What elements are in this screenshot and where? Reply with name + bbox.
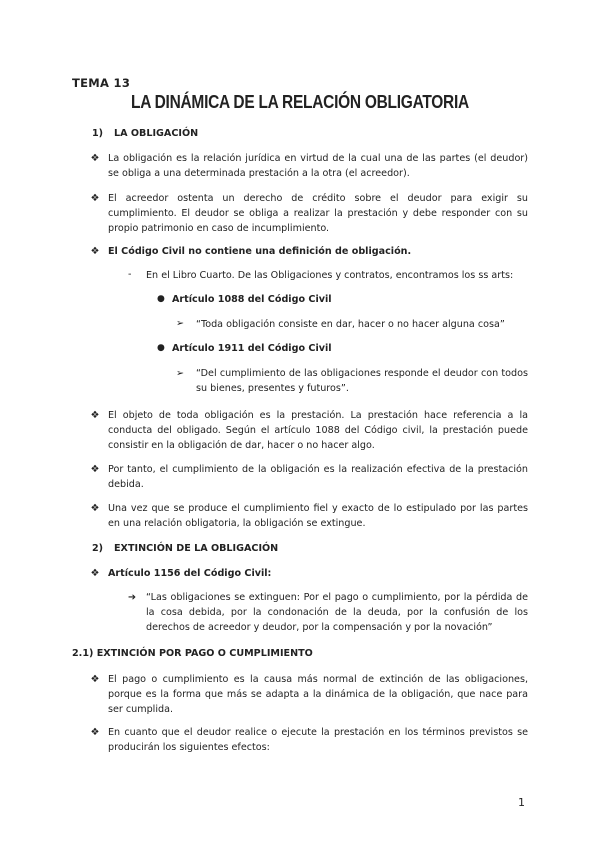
diamond-bullet-icon: ❖	[90, 464, 100, 475]
paragraph-no-definition: El Código Civil no contiene una definición de obligación.	[108, 246, 412, 257]
arrow-bullet-icon: ➔	[128, 592, 137, 603]
diamond-bullet-icon: ❖	[90, 246, 100, 257]
section-number: 1)	[92, 128, 104, 139]
page-number: 1	[518, 796, 525, 809]
paragraph-obligation-definition: La obligación es la relación jurídica en virtud de la cual una de las partes (el deudor) se obliga a una determinada prestación a la otra (el acreedor).	[108, 153, 528, 179]
dash-bullet: -	[128, 269, 132, 280]
page-title: LA DINÁMICA DE LA RELACIÓN OBLIGATORIA	[131, 92, 469, 112]
diamond-bullet-icon: ❖	[90, 410, 100, 421]
chevron-bullet-icon: ➢	[176, 318, 185, 329]
paragraph-cumplimiento: Por tanto, el cumplimiento de la obligación es la realización efectiva de la prestación debida.	[108, 464, 528, 490]
section-title: LA OBLIGACIÓN	[114, 128, 199, 139]
section-heading-2-1: 2.1) EXTINCIÓN POR PAGO O CUMPLIMIENTO	[72, 648, 313, 659]
section-number: 2)	[92, 543, 104, 554]
dot-bullet-icon: ●	[157, 294, 165, 304]
section-heading-1	[92, 128, 198, 139]
paragraph-efectos: En cuanto que el deudor realice o ejecute la prestación en los términos previstos se producirán los siguientes efectos:	[108, 727, 528, 753]
diamond-bullet-icon: ❖	[90, 674, 100, 685]
diamond-bullet-icon: ❖	[90, 193, 100, 204]
section-title: EXTINCIÓN DE LA OBLIGACIÓN	[114, 543, 279, 554]
article-1911-heading: Artículo 1911 del Código Civil	[172, 343, 332, 354]
paragraph-creditor-right: El acreedor ostenta un derecho de crédito sobre el deudor para exigir su cumplimiento. El deudor se obliga a realizar la prestación y debe responder con su propio patrimonio en caso de incumplimiento.	[108, 193, 528, 234]
article-1088-heading: Artículo 1088 del Código Civil	[172, 294, 332, 305]
quote-1911: “Del cumplimiento de las obligaciones responde el deudor con todos su bienes, presentes y futuros”.	[196, 368, 528, 394]
paragraph-pago: El pago o cumplimiento es la causa más normal de extinción de las obligaciones, porque es la forma que más se adapta a la dinámica de la obligación, que nace para ser cumplida.	[108, 674, 528, 715]
quote-1156: “Las obligaciones se extinguen: Por el pago o cumplimiento, por la pérdida de la cosa debida, por la condonación de la deuda, por la confusión de los derechos de acreedor y deudor, por la compensación y por la novación”	[146, 592, 528, 633]
diamond-bullet-icon: ❖	[90, 568, 100, 579]
topic-label: TEMA 13	[72, 76, 131, 90]
quote-1088: “Toda obligación consiste en dar, hacer o no hacer alguna cosa”	[196, 319, 505, 330]
diamond-bullet-icon: ❖	[90, 727, 100, 738]
diamond-bullet-icon: ❖	[90, 153, 100, 164]
section-heading-2	[92, 543, 278, 554]
paragraph-libro-cuarto: En el Libro Cuarto. De las Obligaciones y contratos, encontramos los ss arts:	[146, 270, 514, 281]
paragraph-extinction: Una vez que se produce el cumplimiento fiel y exacto de lo estipulado por las partes en una relación obligatoria, la obligación se extingue.	[108, 503, 528, 529]
article-1156-heading: Artículo 1156 del Código Civil:	[108, 568, 272, 579]
diamond-bullet-icon: ❖	[90, 503, 100, 514]
chevron-bullet-icon: ➢	[176, 368, 185, 379]
dot-bullet-icon: ●	[157, 343, 165, 353]
paragraph-object-prestacion: El objeto de toda obligación es la prestación. La prestación hace referencia a la conducta del obligado. Según el artículo 1088 del Código civil, la prestación puede consistir en la obligación de dar, hacer o no hacer algo.	[108, 410, 528, 451]
